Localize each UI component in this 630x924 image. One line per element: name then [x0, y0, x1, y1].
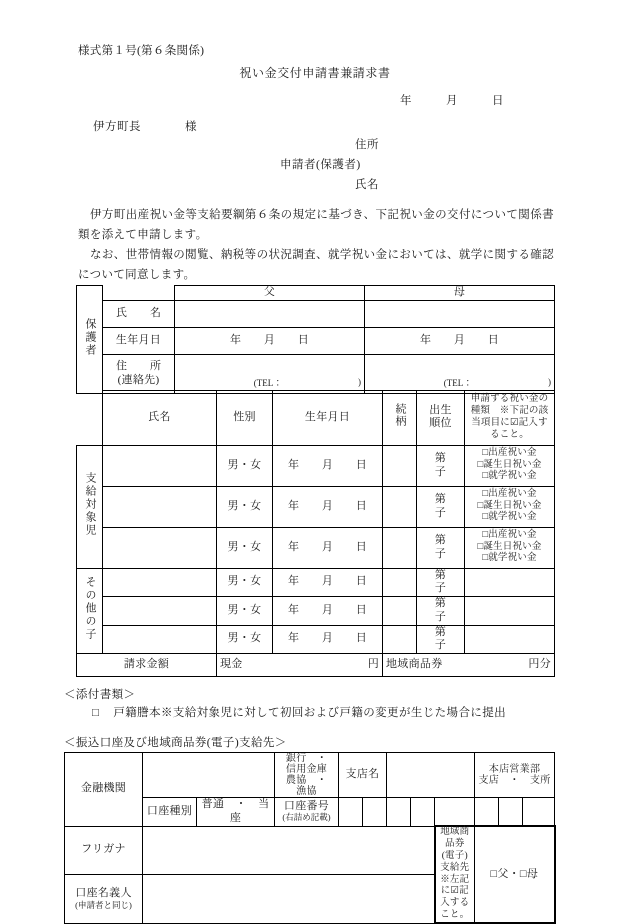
child-kind-checkboxes[interactable]	[465, 486, 555, 527]
applicant-label: 申請者(保護者)	[280, 159, 361, 171]
checkbox-birth-gift[interactable]: □出産祝い金	[482, 488, 537, 499]
children-header-birthdate: 生年月日	[273, 391, 383, 446]
guardian-name-father-input[interactable]	[175, 301, 365, 328]
bank-institution-types[interactable]: 銀行 ・ 信用金庫 農協 ・ 漁協	[275, 753, 339, 798]
bank-account-type-label: 口座種別	[143, 798, 197, 827]
child-birth-order-input[interactable]: 第 子	[417, 445, 465, 486]
checkbox-birth-gift[interactable]: □出産祝い金	[482, 447, 537, 458]
table-row	[65, 826, 555, 875]
body-paragraph-1	[78, 205, 554, 245]
other-child-name-input[interactable]	[103, 625, 217, 654]
child-name-input[interactable]	[103, 445, 217, 486]
children-header-kind: 申請する祝い金の種類 ※下記の該当項目に☑記入すること。	[465, 391, 555, 446]
other-child-birthdate-input[interactable]: 年 月 日	[273, 568, 383, 597]
guardian-section-label: 保護者	[77, 286, 103, 394]
date-day-label: 日	[492, 95, 504, 107]
bank-institution-name-input[interactable]	[143, 753, 275, 798]
bank-furigana-input[interactable]	[143, 826, 435, 875]
other-child-kind-blank	[465, 568, 555, 597]
amount-cash-unit: 円	[367, 658, 379, 671]
table-row	[77, 355, 555, 394]
bank-account-number-digit[interactable]	[475, 798, 499, 827]
child-relation-input[interactable]	[383, 486, 417, 527]
table-row	[77, 625, 555, 654]
child-kind-checkboxes[interactable]	[465, 445, 555, 486]
bank-furigana-label: フリガナ	[65, 826, 143, 875]
children-header-name: 氏名	[103, 391, 217, 446]
table-row	[77, 445, 555, 486]
other-child-kind-blank	[465, 625, 555, 654]
guardian-birthdate-label: 生年月日	[103, 328, 175, 355]
other-child-gender-input[interactable]: 男・女	[217, 625, 273, 654]
bank-account-number-digit[interactable]	[411, 798, 435, 827]
applicant-name-label: 氏名	[355, 179, 379, 191]
child-name-input[interactable]	[103, 486, 217, 527]
child-gender-input[interactable]: 男・女	[217, 486, 273, 527]
checkbox-birthday-gift[interactable]: □誕生日祝い金	[477, 500, 542, 511]
table-row	[77, 597, 555, 626]
other-child-birthdate-input[interactable]: 年 月 日	[273, 625, 383, 654]
bank-account-number-digit[interactable]	[523, 798, 555, 827]
child-kind-checkboxes[interactable]	[465, 527, 555, 568]
bank-account-number-digit[interactable]	[435, 798, 475, 827]
form-number: 様式第１号(第６条関係)	[78, 45, 205, 57]
other-child-birth-order-input[interactable]: 第 子	[417, 625, 465, 654]
child-birthdate-input[interactable]: 年 月 日	[273, 527, 383, 568]
amount-cash-label: 現金	[220, 658, 243, 671]
table-row	[77, 328, 555, 355]
table-row	[77, 301, 555, 328]
gift-target-checkboxes[interactable]: □父・□母	[475, 826, 555, 923]
bank-branch-name-label: 支店名	[339, 753, 387, 798]
guardian-birthdate-father-input[interactable]: 年 月 日	[175, 328, 365, 355]
children-section-label-other: その他の子	[77, 568, 103, 654]
table-row	[65, 753, 555, 798]
table-row	[77, 391, 555, 446]
table-row	[77, 654, 555, 677]
gift-target-note: 地域商品券 (電子)支給先 ※左記に☑記 入すること。	[435, 826, 475, 923]
bank-account-number-digit[interactable]	[339, 798, 363, 827]
other-child-relation-input[interactable]	[383, 568, 417, 597]
table-row	[77, 568, 555, 597]
child-gender-input[interactable]: 男・女	[217, 527, 273, 568]
bank-account-number-digit[interactable]	[363, 798, 387, 827]
children-corner-cell	[77, 391, 103, 446]
other-child-birthdate-input[interactable]: 年 月 日	[273, 597, 383, 626]
guardian-address-mother-input[interactable]: (TEL： )	[365, 355, 555, 394]
bank-branch-types[interactable]: 本店営業部 支店 ・ 支所	[475, 753, 555, 798]
checkbox-birthday-gift[interactable]: □誕生日祝い金	[477, 459, 542, 470]
child-gender-input[interactable]: 男・女	[217, 445, 273, 486]
checkbox-school-gift[interactable]: □就学祝い金	[482, 512, 537, 523]
guardian-table	[76, 285, 555, 394]
guardian-birthdate-mother-input[interactable]: 年 月 日	[365, 328, 555, 355]
child-relation-input[interactable]	[383, 445, 417, 486]
child-birthdate-input[interactable]: 年 月 日	[273, 445, 383, 486]
page-title: 祝い金交付申請書兼請求書	[239, 66, 391, 80]
body-paragraph-2	[78, 245, 554, 285]
bank-account-type-value[interactable]: 普通 ・ 当座	[197, 798, 275, 827]
attachment-item[interactable]	[92, 704, 506, 720]
addressee-name: 伊方町長	[93, 121, 141, 133]
table-row	[77, 527, 555, 568]
bank-institution-label: 金融機関	[65, 753, 143, 827]
children-header-birth-order: 出生 順位	[417, 391, 465, 446]
amount-voucher-input[interactable]	[383, 654, 555, 677]
guardian-col-mother: 母	[365, 286, 555, 301]
children-section-label-eligible: 支給対象児	[77, 445, 103, 568]
amount-cash-input[interactable]	[217, 654, 383, 677]
guardian-name-mother-input[interactable]	[365, 301, 555, 328]
bank-section-title: ＜振込口座及び地域商品券(電子)支給先＞	[64, 737, 287, 749]
applicant-address-label: 住所	[355, 139, 379, 151]
date-year-label: 年	[400, 95, 412, 107]
checkbox-school-gift[interactable]: □就学祝い金	[482, 471, 537, 482]
other-child-gender-input[interactable]: 男・女	[217, 568, 273, 597]
checkbox-birth-gift[interactable]: □出産祝い金	[482, 529, 537, 540]
table-row	[77, 286, 555, 301]
amount-label: 請求金額	[77, 654, 217, 677]
attachment-item-label: 戸籍謄本※支給対象児に対して初回および戸籍の変更が生じた場合に提出	[113, 707, 507, 719]
bank-account-number-label: 口座番号 (右詰め記載)	[275, 798, 339, 827]
other-child-birth-order-input[interactable]: 第 子	[417, 568, 465, 597]
guardian-address-father-input[interactable]: (TEL： )	[175, 355, 365, 394]
child-birthdate-input[interactable]: 年 月 日	[273, 486, 383, 527]
body-paragraph-2-text: なお、世帯情報の閲覧、納税等の状況調査、就学祝い金においては、就学に関する確認について同意します。	[78, 249, 554, 281]
child-birth-order-input[interactable]: 第 子	[417, 486, 465, 527]
body-paragraph-1-text: 伊方町出産祝い金等支給要綱第６条の規定に基づき、下記祝い金の交付について関係書類を添えて申請します。	[78, 209, 554, 241]
bank-branch-name-input[interactable]	[387, 753, 475, 798]
child-birth-order-input[interactable]: 第 子	[417, 527, 465, 568]
other-child-gender-input[interactable]: 男・女	[217, 597, 273, 626]
other-child-kind-blank	[465, 597, 555, 626]
other-child-relation-input[interactable]	[383, 597, 417, 626]
applicant-block	[280, 135, 510, 195]
addressee-honorific: 様	[185, 121, 197, 133]
amount-voucher-label: 地域商品券	[386, 658, 443, 671]
other-child-name-input[interactable]	[103, 597, 217, 626]
guardian-col-father: 父	[175, 286, 365, 301]
checkbox-school-gift[interactable]: □就学祝い金	[482, 553, 537, 564]
bank-table	[64, 752, 556, 924]
bank-holder-label: 口座名義人 (申請者と同じ)	[65, 875, 143, 924]
children-header-gender: 性別	[217, 391, 273, 446]
other-child-name-input[interactable]	[103, 568, 217, 597]
bank-holder-input[interactable]	[143, 875, 435, 924]
addressee	[93, 118, 197, 134]
checkbox-family-register-icon[interactable]: □	[92, 707, 100, 719]
submission-date-line	[400, 92, 570, 108]
bank-account-number-digit[interactable]	[387, 798, 411, 827]
other-child-relation-input[interactable]	[383, 625, 417, 654]
bank-account-number-digit[interactable]	[499, 798, 523, 827]
child-relation-input[interactable]	[383, 527, 417, 568]
checkbox-birthday-gift[interactable]: □誕生日祝い金	[477, 541, 542, 552]
table-row	[77, 486, 555, 527]
children-table	[76, 390, 555, 677]
other-child-birth-order-input[interactable]: 第 子	[417, 597, 465, 626]
guardian-name-label: 氏 名	[103, 301, 175, 328]
guardian-address-label: 住 所 (連絡先)	[103, 355, 175, 394]
children-header-relation: 続柄	[383, 391, 417, 446]
date-month-label: 月	[446, 95, 458, 107]
guardian-corner-cell	[103, 286, 175, 301]
amount-voucher-unit: 円分	[528, 658, 551, 671]
child-name-input[interactable]	[103, 527, 217, 568]
attachments-title: ＜添付書類＞	[64, 689, 136, 701]
